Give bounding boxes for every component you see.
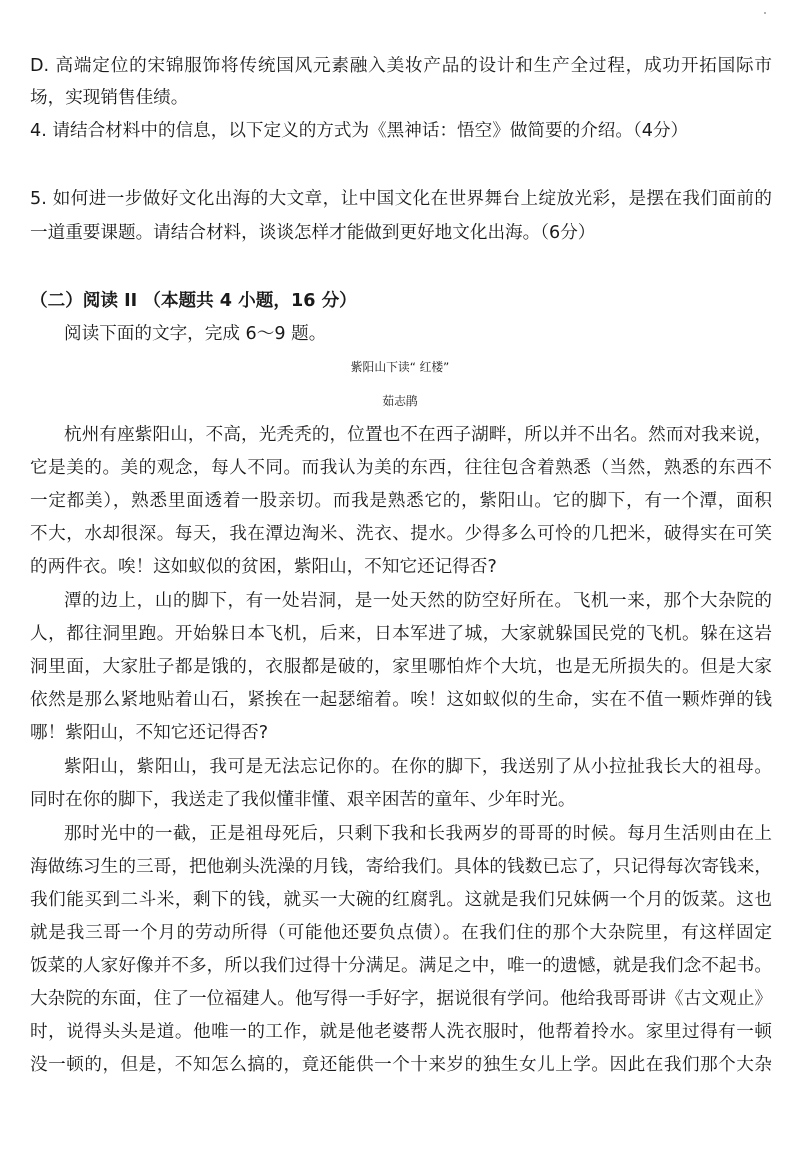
paragraph-4-line-8: 没一顿的，但是，不知怎么搞的，竟还能供一个十来岁的独生女儿上学。因此在我们那个大杂 [30,1055,772,1075]
paragraph-4-line-2: 海做练习生的三哥，把他剃头洗澡的月钱，寄给我们。具体的钱数已忘了，只记得每次寄钱来， [30,857,772,877]
paragraph-4-line-6: 大杂院的东面，住了一位福建人。他写得一手好字，据说很有学问。他给我哥哥讲《古文观止》 [30,989,772,1009]
option-d-line-1: D. 高端定位的宋锦服饰将传统国风元素融入美妆产品的设计和生产全过程，成功开拓国际市 [30,56,772,76]
section-heading: （二）阅读 II （本题共 4 小题，16 分） [30,291,357,311]
paragraph-2-line-3: 洞里面，大家肚子都是饿的，衣服都是破的，家里哪怕炸个大坑，也是无所损失的。但是大家 [30,657,772,677]
paragraph-1-line-3: 一定都美），熟悉里面透着一股亲切。而我是熟悉它的，紫阳山。它的脚下，有一个潭，面积 [30,491,772,511]
question-5-line-2: 一道重要课题。请结合材料，谈谈怎样才能做到更好地文化出海。（6分） [30,223,596,243]
paragraph-4-line-4: 就是我三哥一个月的劳动所得（可能他还要负点债）。在我们住的那个大杂院里，有这样固定 [30,923,772,943]
paragraph-2-line-4: 依然是那么紧地贴着山石，紧挨在一起瑟缩着。唉！这如蚁似的生命，实在不值一颗炸弹的钱 [30,690,772,710]
paragraph-4-line-5: 饭菜的人家好像并不多，所以我们过得十分满足。满足之中，唯一的遗憾，就是我们念不起书。 [30,956,772,976]
paragraph-3-line-1: 紫阳山，紫阳山，我可是无法忘记你的。在你的脚下，我送别了从小拉扯我长大的祖母。 [64,757,772,777]
paragraph-4-line-1: 那时光中的一截，正是祖母死后，只剩下我和长我两岁的哥哥的时候。每月生活则由在上 [64,824,772,844]
scan-speck [764,12,766,14]
article-title: 紫阳山下读“ 红楼” [350,360,450,374]
paragraph-3-line-2: 同时在你的脚下，我送走了我似懂非懂、艰辛困苦的童年、少年时光。 [30,790,576,810]
paragraph-1-line-5: 的两件衣。唉！这如蚁似的贫困，紫阳山，不知它还记得否? [30,557,497,577]
article-author: 茹志鹃 [382,394,418,408]
option-d-line-2: 场，实现销售佳绩。 [30,88,189,108]
paragraph-1-line-1: 杭州有座紫阳山，不高，光秃秃的，位置也不在西子湖畔，所以并不出名。然而对我来说， [64,425,772,445]
question-5-line-1: 5. 如何进一步做好文化出海的大文章，让中国文化在世界舞台上绽放光彩，是摆在我们面前的 [30,189,772,209]
paragraph-2-line-2: 人，都往洞里跑。开始躲日本飞机，后来，日本军进了城，大家就躲国民党的飞机。躲在这岩 [30,624,772,644]
paragraph-4-line-7: 时，说得头头是道。他唯一的工作，就是他老婆帮人洗衣服时，他帮着拎水。家里过得有一顿 [30,1022,772,1042]
section-instruction: 阅读下面的文字，完成 6～9 题。 [64,324,327,344]
question-4: 4. 请结合材料中的信息，以下定义的方式为《黑神话：悟空》做简要的介绍。（4分） [30,121,689,141]
paragraph-4-line-3: 我们能买到二斗米，剩下的钱，就买一大碗的红腐乳。这就是我们兄妹俩一个月的饭菜。这也 [30,890,772,910]
paragraph-1-line-2: 它是美的。美的观念，每人不同。而我认为美的东西，往往包含着熟悉（当然，熟悉的东西不 [30,458,772,478]
paragraph-1-line-4: 不大，水却很深。每天，我在潭边淘米、洗衣、提水。少得多么可怜的几把米，破得实在可笑 [30,524,772,544]
paragraph-2-line-5: 哪！紫阳山，不知它还记得否? [30,723,269,743]
paragraph-2-line-1: 潭的边上，山的脚下，有一处岩洞，是一处天然的防空好所在。飞机一来，那个大杂院的 [64,591,772,611]
